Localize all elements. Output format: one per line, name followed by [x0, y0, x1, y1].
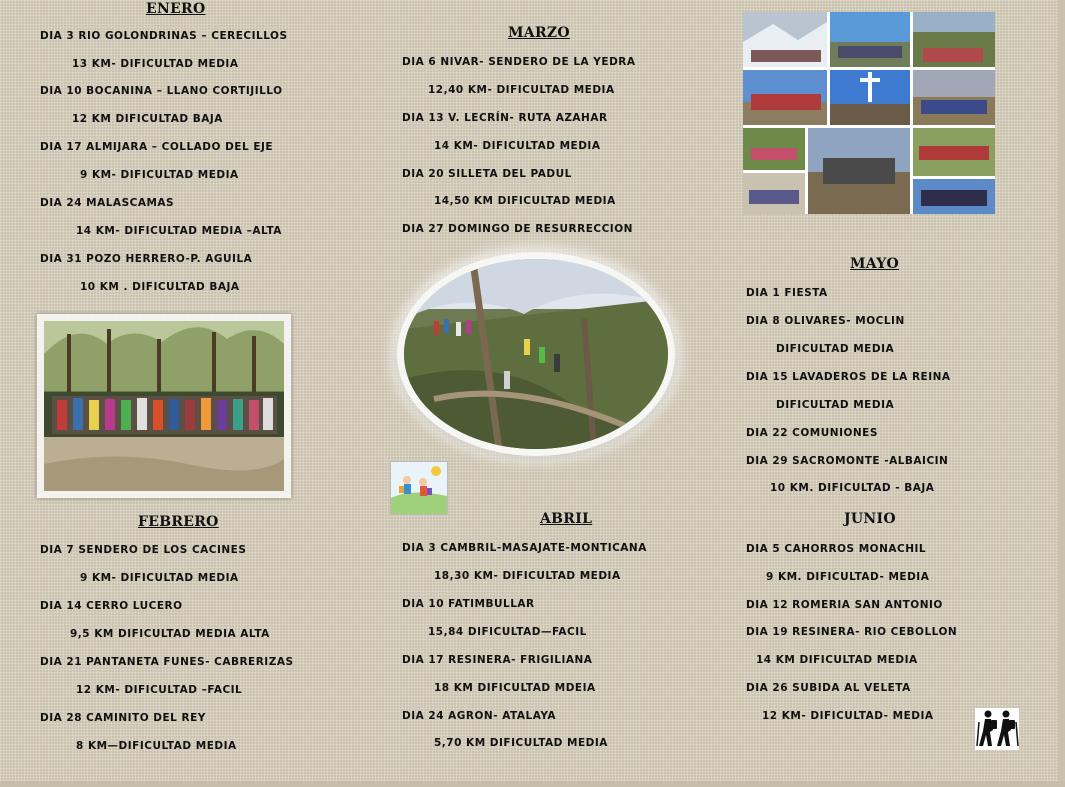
schedule-line: 14 KM- DIFICULTAD MEDIA –ALTA [76, 225, 282, 237]
schedule-line: 8 KM—DIFICULTAD MEDIA [76, 740, 237, 752]
schedule-line: DIA 17 RESINERA- FRIGILIANA [402, 654, 593, 666]
schedule-line: 10 KM. DIFICULTAD - BAJA [770, 482, 935, 494]
schedule-line: DIA 12 ROMERIA SAN ANTONIO [746, 599, 943, 611]
heading-enero: ENERO [146, 1, 206, 17]
schedule-line: DIA 8 OLIVARES- MOCLIN [746, 315, 905, 327]
schedule-line: 9 KM. DIFICULTAD- MEDIA [766, 571, 930, 583]
schedule-line: 15,84 DIFICULTAD—FACIL [428, 626, 587, 638]
schedule-line: DIA 22 COMUNIONES [746, 427, 878, 439]
schedule-line: DIA 6 NIVAR- SENDERO DE LA YEDRA [402, 56, 636, 68]
schedule-line: DIA 28 CAMINITO DEL REY [40, 712, 206, 724]
schedule-line: 12 KM DIFICULTAD BAJA [72, 113, 223, 125]
schedule-line: DIA 21 PANTANETA FUNES- CABRERIZAS [40, 656, 294, 668]
schedule-line: 18 KM DIFICULTAD MDEIA [434, 682, 596, 694]
kids-hiking-clipart [390, 461, 448, 515]
schedule-line: 9,5 KM DIFICULTAD MEDIA ALTA [70, 628, 270, 640]
group-photo-forest [37, 314, 291, 498]
schedule-line: 12,40 KM- DIFICULTAD MEDIA [428, 84, 615, 96]
schedule-line: DIA 13 V. LECRÍN- RUTA AZAHAR [402, 112, 608, 124]
hikers-icon [975, 708, 1019, 750]
schedule-line: DIA 24 AGRON- ATALAYA [402, 710, 557, 722]
schedule-line: DIA 7 SENDERO DE LOS CACINES [40, 544, 247, 556]
schedule-line: 9 KM- DIFICULTAD MEDIA [80, 169, 239, 181]
schedule-line: DIA 27 DOMINGO DE RESURRECCION [402, 223, 633, 235]
schedule-line: DIA 3 CAMBRIL-MASAJATE-MONTICANA [402, 542, 647, 554]
photo-collage [743, 12, 995, 214]
schedule-line: 9 KM- DIFICULTAD MEDIA [80, 572, 239, 584]
schedule-line: DIA 24 MALASCAMAS [40, 197, 175, 209]
schedule-line: 10 KM . DIFICULTAD BAJA [80, 281, 240, 293]
schedule-line: DIA 26 SUBIDA AL VELETA [746, 682, 911, 694]
schedule-line: DIFICULTAD MEDIA [776, 343, 895, 355]
schedule-line: 14 KM DIFICULTAD MEDIA [756, 654, 918, 666]
schedule-line: DIA 1 FIESTA [746, 287, 828, 299]
schedule-line: DIA 15 LAVADEROS DE LA REINA [746, 371, 951, 383]
schedule-line: 12 KM- DIFICULTAD –FACIL [76, 684, 243, 696]
schedule-line: DIA 17 ALMIJARA – COLLADO DEL EJE [40, 141, 274, 153]
page-edge-bottom [0, 781, 1065, 787]
schedule-line: 14,50 KM DIFICULTAD MEDIA [434, 195, 616, 207]
schedule-line: DIA 10 BOCANINA – LLANO CORTIJILLO [40, 85, 283, 97]
heading-mayo: MAYO [850, 256, 900, 272]
schedule-line: DIA 31 POZO HERRERO-P. AGUILA [40, 253, 253, 265]
schedule-line: DIA 14 CERRO LUCERO [40, 600, 183, 612]
page-edge-right [1058, 0, 1065, 787]
heading-abril: ABRIL [540, 511, 593, 527]
schedule-line: 12 KM- DIFICULTAD- MEDIA [762, 710, 934, 722]
schedule-line: 18,30 KM- DIFICULTAD MEDIA [434, 570, 621, 582]
schedule-line: DIA 10 FATIMBULLAR [402, 598, 535, 610]
heading-marzo: MARZO [508, 25, 570, 41]
schedule-line: DIA 3 RIO GOLONDRINAS – CERECILLOS [40, 30, 288, 42]
schedule-line: 5,70 KM DIFICULTAD MEDIA [434, 737, 608, 749]
heading-junio: JUNIO [844, 511, 896, 527]
oval-photo-trail [397, 252, 675, 456]
schedule-line: DIA 19 RESINERA- RIO CEBOLLON [746, 626, 958, 638]
schedule-line: 14 KM- DIFICULTAD MEDIA [434, 140, 601, 152]
schedule-line: DIFICULTAD MEDIA [776, 399, 895, 411]
schedule-line: 13 KM- DIFICULTAD MEDIA [72, 58, 239, 70]
schedule-line: DIA 5 CAHORROS MONACHIL [746, 543, 927, 555]
schedule-line: DIA 29 SACROMONTE -ALBAICIN [746, 455, 949, 467]
schedule-line: DIA 20 SILLETA DEL PADUL [402, 168, 572, 180]
heading-febrero: FEBRERO [138, 514, 219, 530]
